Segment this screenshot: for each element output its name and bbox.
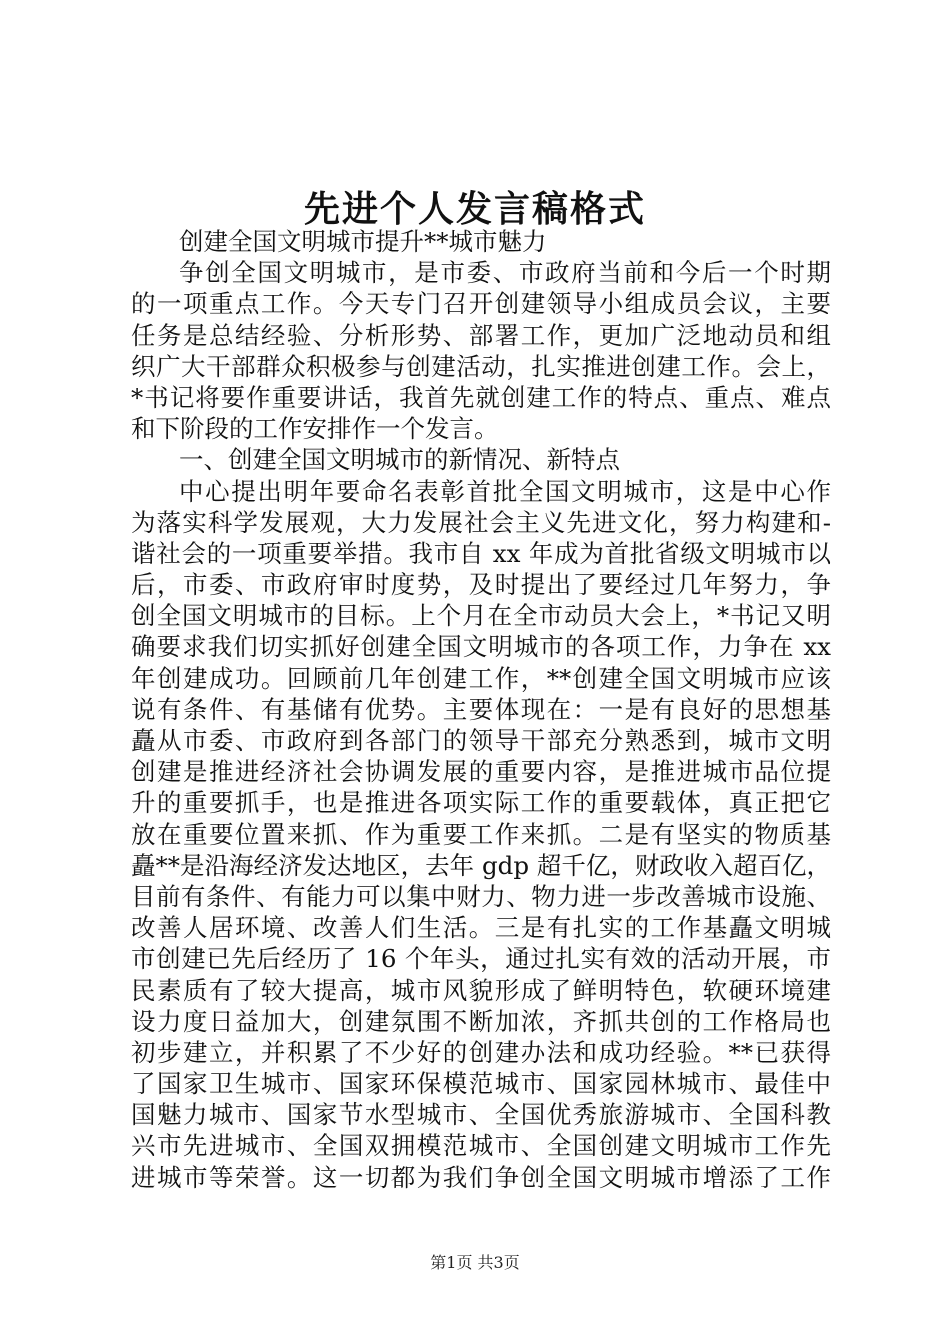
text-line: 说有条件、有基储有优势。主要体现在：一是有良好的思想基 xyxy=(131,694,831,724)
text-line: 创建全国文明城市提升**城市魅力 xyxy=(179,227,547,256)
text-line: 放在重要位置来抓、作为重要工作来抓。二是有坚实的物质基 xyxy=(131,819,831,849)
text-line: 谐社会的一项重要举措。我市自 xx 年成为首批省级文明城市以 xyxy=(131,538,831,568)
text-line: 中心提出明年要命名表彰首批全国文明城市，这是中心作 xyxy=(179,476,831,506)
text-line: 进城市等荣誉。这一切都为我们争创全国文明城市增添了工作 xyxy=(131,1162,831,1192)
text-line: 的一项重点工作。今天专门召开创建领导小组成员会议，主要 xyxy=(131,289,831,319)
text-line: 为落实科学发展观，大力发展社会主义先进文化，努力构建和- xyxy=(131,507,831,537)
text-line: 设力度日益加大，创建氛围不断加浓，齐抓共创的工作格局也 xyxy=(131,1006,831,1036)
text-line: 改善人居环境、改善人们生活。三是有扎实的工作基矗文明城 xyxy=(131,913,831,943)
text-line: 后，市委、市政府审时度势，及时提出了要经过几年努力，争 xyxy=(131,570,831,600)
document-body xyxy=(131,226,831,1193)
text-line: 市创建已先后经历了 16 个年头，通过扎实有效的活动开展，市 xyxy=(131,944,831,974)
text-line: 年创建成功。回顾前几年创建工作，**创建全国文明城市应该 xyxy=(131,663,831,693)
text-line: 织广大干部群众积极参与创建活动，扎实推进创建工作。会上， xyxy=(131,351,831,381)
text-line: 创建是推进经济社会协调发展的重要内容，是推进城市品位提 xyxy=(131,757,831,787)
text-line: 初步建立，并积累了不少好的创建办法和成功经验。**已获得 xyxy=(131,1037,831,1067)
text-line: 创全国文明城市的目标。上个月在全市动员大会上，*书记又明 xyxy=(131,601,831,631)
text-line: 任务是总结经验、分析形势、部署工作，更加广泛地动员和组 xyxy=(131,320,831,350)
text-line: 目前有条件、有能力可以集中财力、物力进一步改善城市设施、 xyxy=(131,881,831,911)
text-line: 升的重要抓手，也是推进各项实际工作的重要载体，真正把它 xyxy=(131,788,831,818)
text-line: 民素质有了较大提高，城市风貌形成了鲜明特色，软硬环境建 xyxy=(131,975,831,1005)
text-line: 争创全国文明城市，是市委、市政府当前和今后一个时期 xyxy=(179,258,831,288)
text-line: 确要求我们切实抓好创建全国文明城市的各项工作，力争在 xx xyxy=(131,632,831,662)
text-line: 矗从市委、市政府到各部门的领导干部充分熟悉到，城市文明 xyxy=(131,726,831,755)
text-line: 和下阶段的工作安排作一个发言。 xyxy=(131,414,499,444)
text-line: 国魅力城市、国家节水型城市、全国优秀旅游城市、全国科教 xyxy=(131,1100,831,1130)
document-title: 先进个人发言稿格式 xyxy=(303,188,646,230)
text-line: 一、创建全国文明城市的新情况、新特点 xyxy=(179,445,620,475)
text-line: *书记将要作重要讲话，我首先就创建工作的特点、重点、难点 xyxy=(131,382,831,412)
page-footer: 第1页 共3页 xyxy=(430,1253,520,1272)
text-line: 了国家卫生城市、国家环保模范城市、国家园林城市、最佳中 xyxy=(131,1069,831,1099)
text-line: 矗**是沿海经济发达地区，去年 gdp 超千亿，财政收入超百亿， xyxy=(131,850,831,880)
text-line: 兴市先进城市、全国双拥模范城市、全国创建文明城市工作先 xyxy=(131,1131,831,1161)
